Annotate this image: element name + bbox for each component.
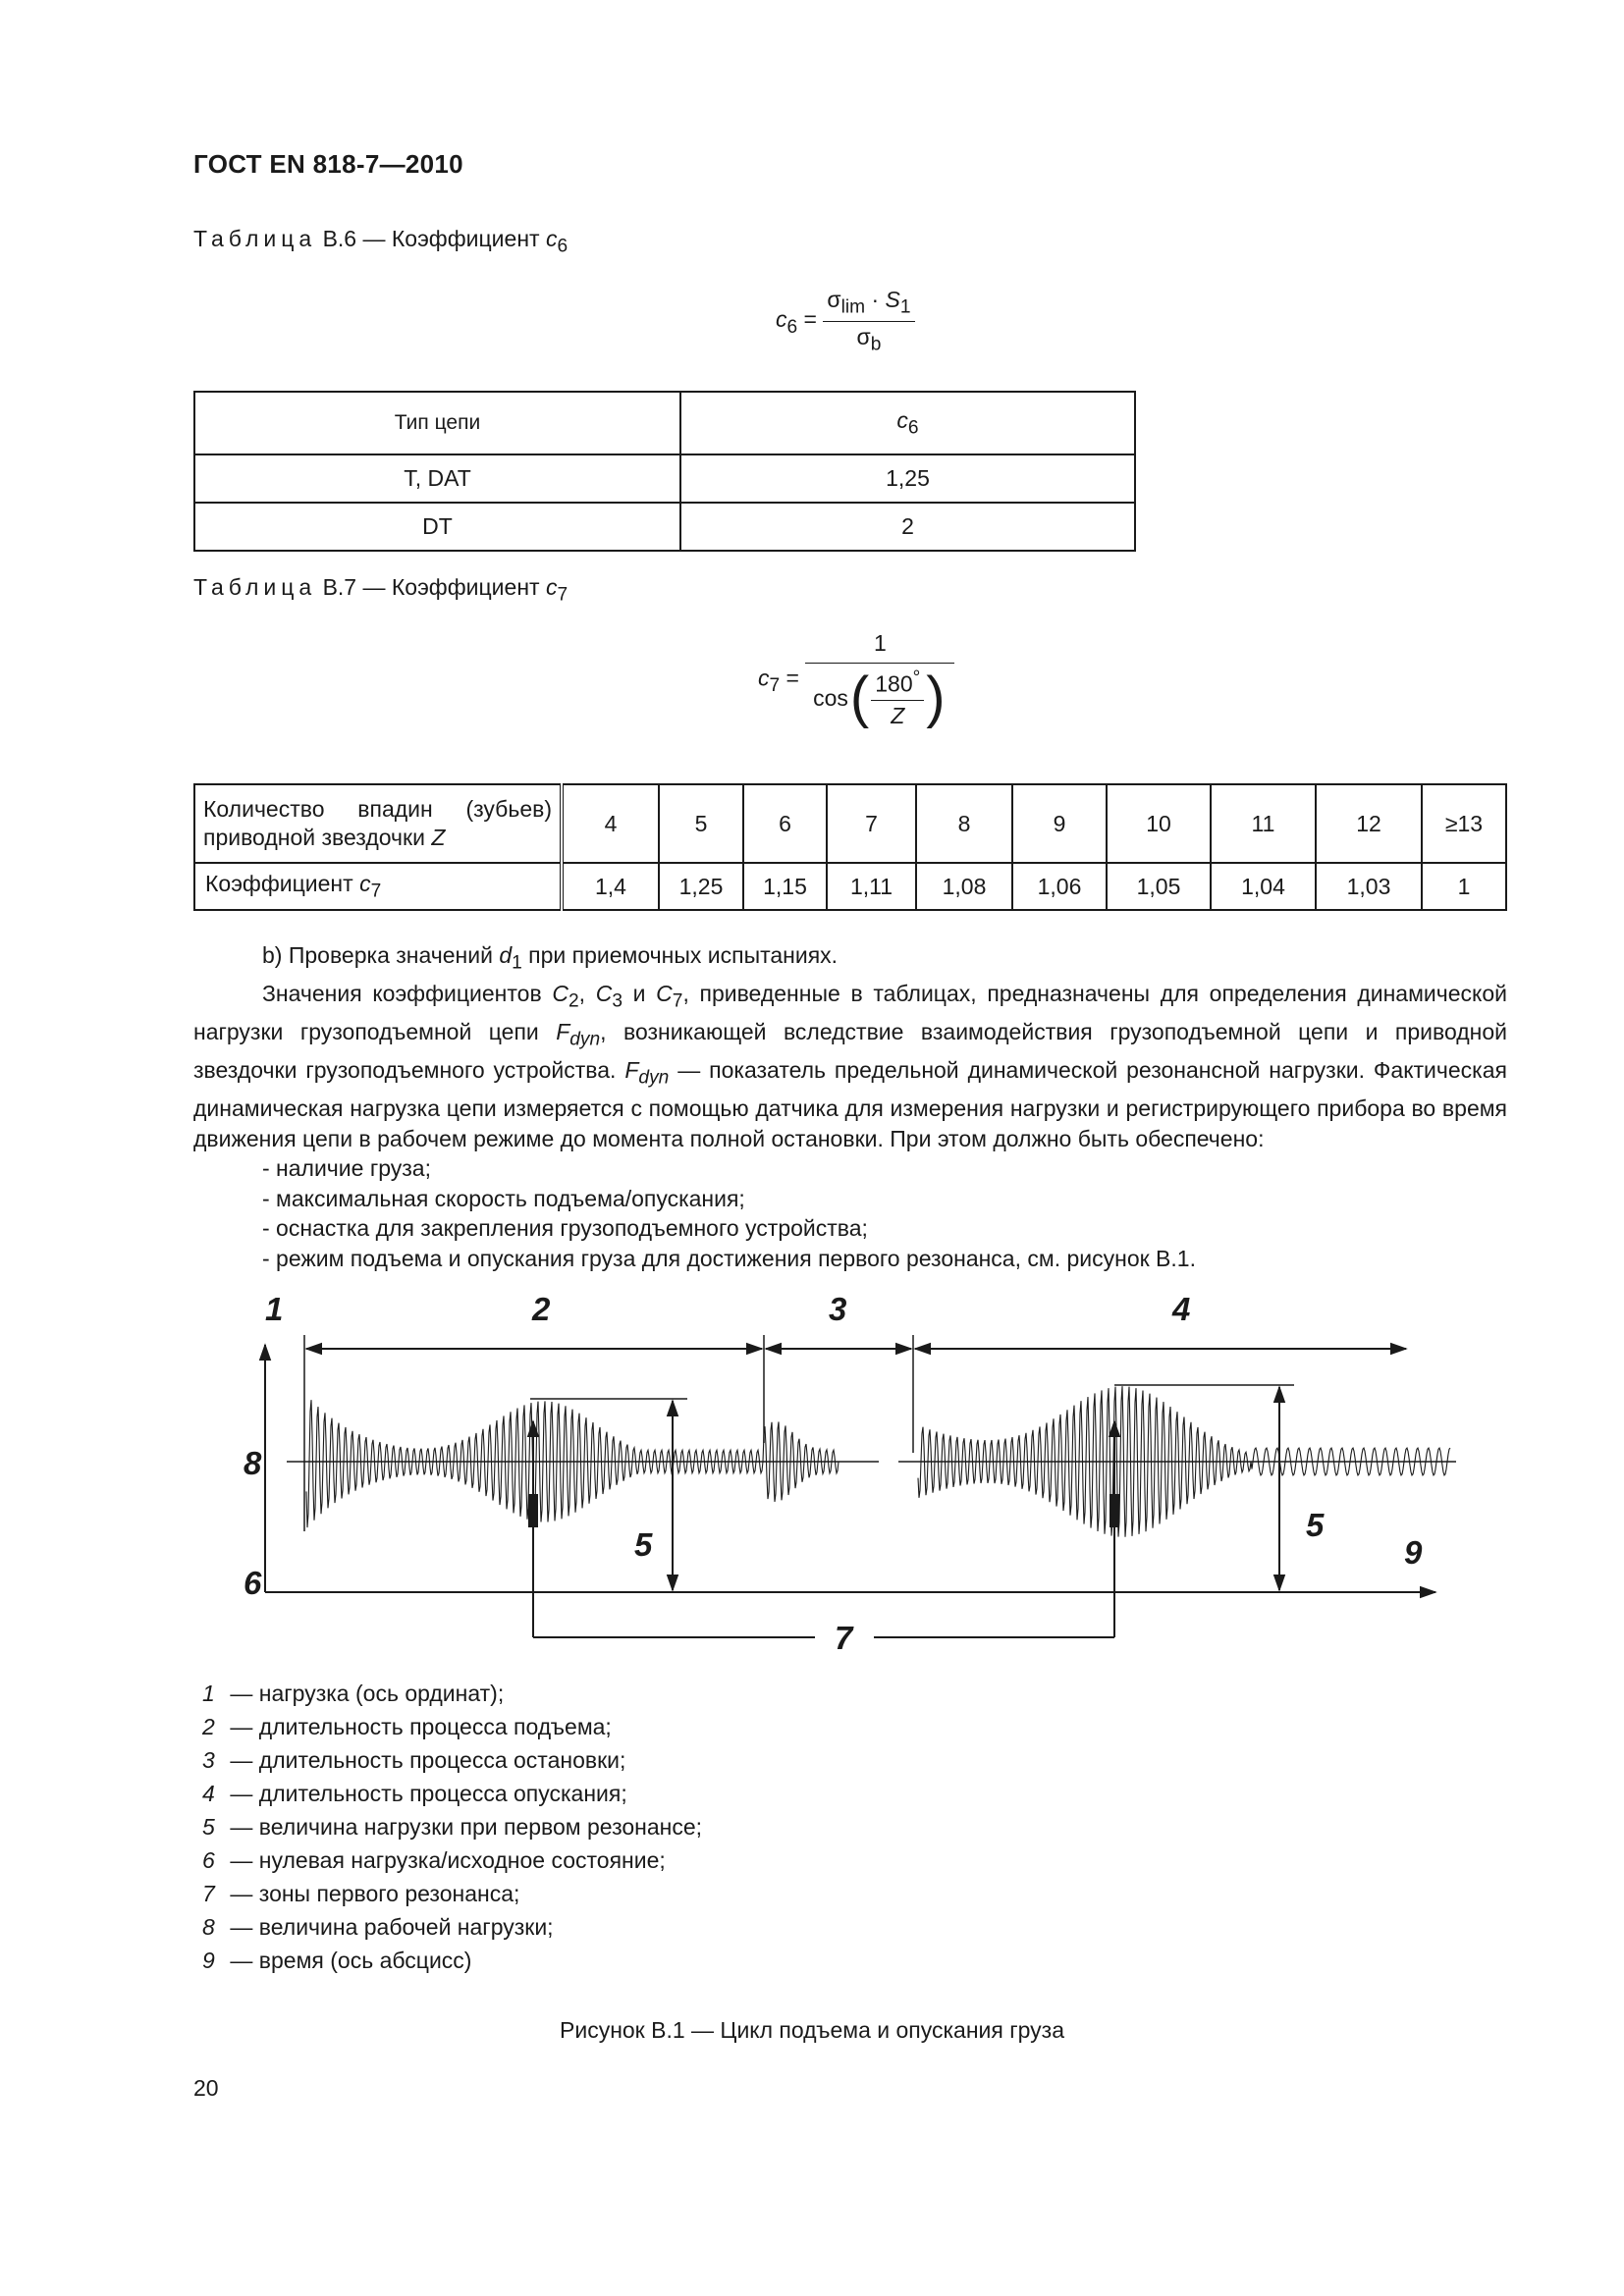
label-7: 7	[835, 1620, 853, 1656]
legend-text: — зоны первого резонанса;	[224, 1881, 520, 1906]
formula-fraction	[823, 287, 914, 355]
label-1: 1	[265, 1291, 284, 1327]
label-2: 2	[532, 1291, 551, 1327]
paragraph-coefficients	[193, 979, 1507, 1153]
caption-word: Таблица	[193, 226, 317, 251]
cell-value: 1,25	[680, 454, 1135, 503]
label-text: Коэффициент	[205, 870, 360, 896]
cell-teeth: 9	[1012, 784, 1107, 863]
var-sub: dyn	[569, 1029, 601, 1050]
row-label-coefficient	[194, 863, 562, 910]
legend-item	[202, 1944, 702, 1977]
cell-coeff: 1,15	[743, 863, 827, 910]
sigma-symbol: σ	[827, 287, 841, 312]
formula-denominator	[813, 664, 947, 729]
sigma-sub: lim	[840, 296, 866, 318]
label-6: 6	[244, 1565, 262, 1601]
legend-text: — длительность процесса опускания;	[224, 1781, 627, 1806]
legend-number: 4	[202, 1781, 215, 1806]
sigma-symbol: σ	[856, 323, 871, 349]
var-c2: C	[552, 981, 568, 1007]
list-item: - наличие груза;	[262, 1155, 431, 1182]
dot-operator: ·	[865, 287, 886, 312]
label-3: 3	[829, 1291, 847, 1327]
formula-lhs: c	[758, 665, 770, 691]
header-var: c	[896, 406, 908, 433]
degree-symbol: °	[912, 667, 921, 688]
formula-eq: =	[780, 665, 799, 691]
cell-coeff: 1,05	[1107, 863, 1211, 910]
caption-rest: В.7 — Коэффициент	[316, 574, 546, 600]
caption-rest: В.6 — Коэффициент	[316, 226, 546, 251]
right-paren: )	[926, 666, 946, 730]
legend-text: — длительность процесса подъема;	[224, 1714, 612, 1739]
sigma-sub: b	[870, 334, 882, 355]
document-header: ГОСТ EN 818-7—2010	[193, 149, 463, 179]
label-9: 9	[1404, 1534, 1423, 1571]
text-run: при приемочных испытаниях.	[521, 942, 839, 968]
figure-caption: Рисунок В.1 — Цикл подъема и опускания груза	[560, 2017, 1064, 2043]
cell-coeff: 1,25	[659, 863, 743, 910]
legend-item	[202, 1910, 702, 1944]
table-b6-caption	[193, 226, 568, 258]
caption-sub: 7	[557, 584, 568, 606]
s-symbol: S	[885, 287, 900, 312]
page-number: 20	[193, 2075, 219, 2101]
label-var: Z	[431, 825, 446, 850]
s-sub: 1	[899, 296, 911, 318]
header-chain-type: Тип цепи	[194, 392, 680, 454]
cos-function: cos	[813, 684, 848, 711]
label-8: 8	[244, 1445, 262, 1481]
legend-number: 7	[202, 1881, 215, 1906]
legend-text: — нагрузка (ось ординат);	[224, 1681, 505, 1706]
cell-coeff: 1	[1422, 863, 1506, 910]
z-symbol: Z	[891, 702, 905, 728]
table-header-row	[194, 392, 1135, 454]
text-run: и	[622, 981, 657, 1007]
formula-eq: =	[797, 306, 817, 333]
row-label-teeth	[194, 784, 562, 863]
legend-item	[202, 1810, 702, 1843]
var-sub: dyn	[638, 1067, 670, 1089]
caption-sub: 6	[557, 236, 568, 257]
var-c3: C	[595, 981, 613, 1007]
legend-number: 5	[202, 1814, 215, 1840]
caption-var: c	[545, 574, 558, 600]
body-text	[193, 940, 1507, 1273]
label-5-lift: 5	[634, 1526, 653, 1563]
caption-var: c	[545, 226, 558, 251]
cell-teeth: 11	[1211, 784, 1316, 863]
cell-teeth: 10	[1107, 784, 1211, 863]
cell-coeff: 1,04	[1211, 863, 1316, 910]
var-f: F	[556, 1019, 570, 1045]
list-item: - режим подъема и опускания груза для достижения первого резонанса, см. рисунок В.1.	[262, 1245, 1196, 1271]
var-sub: 3	[612, 990, 623, 1012]
formula-numerator	[823, 287, 914, 322]
label-text: Количество впадин (зубьев) приводной звездочки	[203, 796, 552, 850]
var-c7: C	[656, 981, 673, 1007]
cell-teeth: 12	[1316, 784, 1422, 863]
header-c6	[680, 392, 1135, 454]
cell-teeth: ≥13	[1422, 784, 1506, 863]
formula-c6	[776, 287, 915, 355]
table-b7-caption	[193, 574, 568, 607]
label-4: 4	[1172, 1291, 1191, 1327]
angle-fraction	[871, 667, 924, 729]
cell-teeth: 5	[659, 784, 743, 863]
list-item: - максимальная скорость подъема/опускания;	[262, 1185, 745, 1211]
formula-lhs-sub: 7	[769, 675, 781, 696]
table-b6	[193, 391, 1136, 552]
cell-coeff: 1,06	[1012, 863, 1107, 910]
legend-text: — длительность процесса остановки;	[224, 1747, 626, 1773]
formula-lhs: c	[776, 306, 787, 333]
left-paren: (	[849, 666, 870, 730]
legend-text: — величина рабочей нагрузки;	[224, 1914, 554, 1940]
legend-item	[202, 1743, 702, 1777]
table-row-coefficient	[194, 863, 1506, 910]
legend-text: — время (ось абсцисс)	[224, 1948, 472, 1973]
cell-teeth: 7	[827, 784, 916, 863]
cell-value: 2	[680, 503, 1135, 551]
label-var: c	[359, 870, 371, 896]
caption-word: Таблица	[193, 574, 317, 600]
formula-c7	[758, 630, 954, 729]
legend-item	[202, 1777, 702, 1810]
cell-teeth: 4	[562, 784, 659, 863]
var-d: d	[499, 942, 513, 968]
legend-number: 8	[202, 1914, 215, 1940]
cell-coeff: 1,4	[562, 863, 659, 910]
legend-text: — нулевая нагрузка/исходное состояние;	[224, 1847, 666, 1873]
legend-number: 2	[202, 1714, 215, 1739]
legend-item	[202, 1843, 702, 1877]
label-5-lower: 5	[1306, 1507, 1325, 1543]
text-run: , приведенные в таблицах, предназначены для определения динамической нагрузки грузоподъемной цепи	[193, 981, 1507, 1045]
cell-type: T, DAT	[194, 454, 680, 503]
formula-numerator: 1	[805, 630, 954, 664]
label-sub: 7	[370, 881, 382, 902]
cell-coeff: 1,08	[916, 863, 1012, 910]
table-b7	[193, 783, 1507, 911]
var-sub: 2	[568, 990, 579, 1012]
text-run: — показатель предельной динамической резонансной нагрузки. Фактическая динамическая нагрузка цепи измеряется с помощью датчика для измерения нагрузки и регистрирующего прибора во время движения цепи в рабочем режиме до момента полной остановки. При этом должно быть обеспечено:	[193, 1057, 1507, 1151]
cell-teeth: 6	[743, 784, 827, 863]
angle-numerator	[871, 667, 924, 701]
angle-value: 180	[875, 670, 913, 697]
figure-lift-cycle	[0, 1276, 1624, 1669]
var-sub: 7	[672, 990, 683, 1012]
legend-number: 3	[202, 1747, 215, 1773]
cell-coeff: 1,03	[1316, 863, 1422, 910]
header-sub: 6	[907, 417, 919, 439]
var-sub: 1	[512, 952, 522, 974]
legend-item	[202, 1877, 702, 1910]
text-run: , возникающей вследствие взаимодействия грузоподъемной цепи и приводной звездочки грузоподъемного устройства.	[193, 1019, 1507, 1084]
legend-item	[202, 1677, 702, 1710]
angle-denominator	[891, 701, 904, 729]
legend-number: 1	[202, 1681, 215, 1706]
legend-number: 6	[202, 1847, 215, 1873]
table-row	[194, 503, 1135, 551]
formula-denominator	[857, 322, 882, 356]
text-run: ,	[578, 981, 596, 1007]
table-row	[194, 454, 1135, 503]
formula-fraction	[805, 630, 954, 729]
text-run: Значения коэффициентов	[262, 981, 553, 1007]
formula-lhs-sub: 6	[786, 316, 798, 338]
legend-text: — величина нагрузки при первом резонансе;	[224, 1814, 703, 1840]
table-row-teeth	[194, 784, 1506, 863]
legend-number: 9	[202, 1948, 215, 1973]
cell-type: DT	[194, 503, 680, 551]
var-f: F	[624, 1057, 639, 1084]
cell-coeff: 1,11	[827, 863, 916, 910]
paragraph-check-d1	[193, 940, 1507, 979]
legend-item	[202, 1710, 702, 1743]
list-item: - оснастка для закрепления грузоподъемного устройства;	[262, 1215, 868, 1242]
cell-teeth: 8	[916, 784, 1012, 863]
text-run: b) Проверка значений	[262, 942, 500, 968]
figure-legend	[202, 1677, 702, 1977]
